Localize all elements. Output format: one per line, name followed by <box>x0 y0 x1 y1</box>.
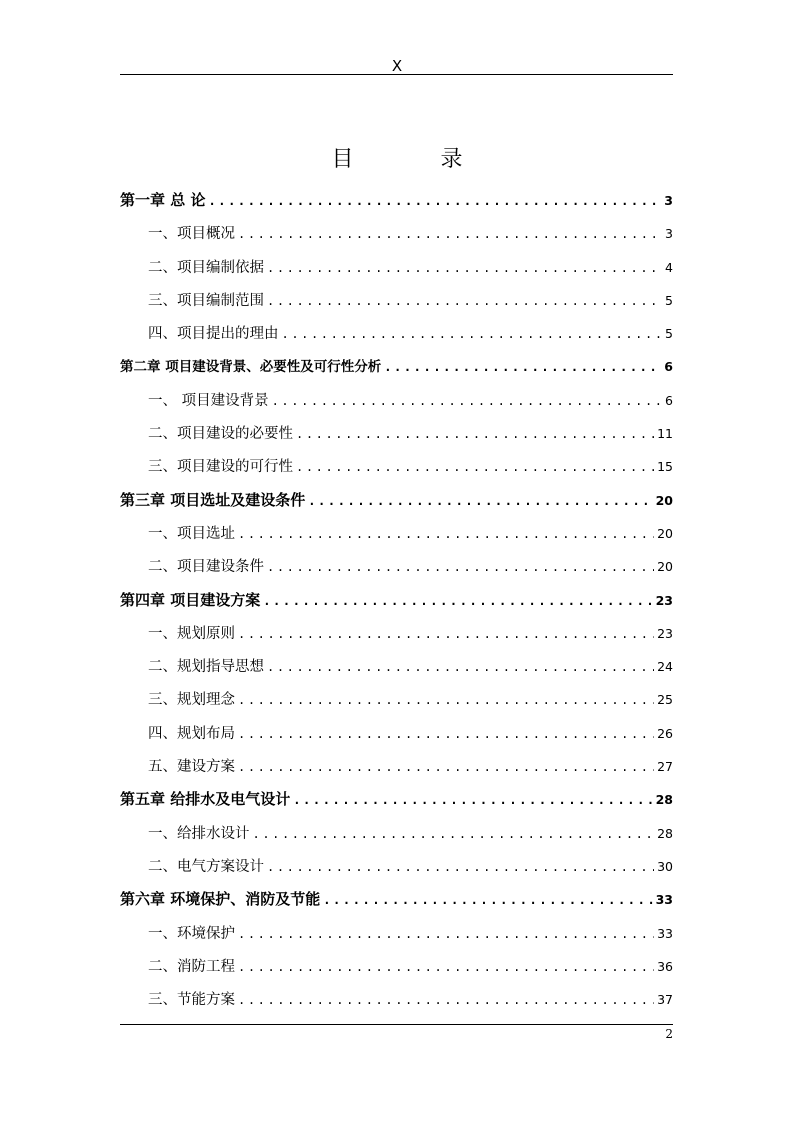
toc-leader-dots <box>267 252 662 285</box>
toc-entry-page: 3 <box>665 226 673 242</box>
toc-leader-dots <box>323 884 652 917</box>
toc-entry-label: 五、建设方案 <box>148 759 235 776</box>
toc-entry-section[interactable] <box>120 917 673 950</box>
toc-leader-dots <box>238 218 662 251</box>
toc-entry-page: 23 <box>655 592 673 608</box>
toc-entry-section[interactable] <box>120 717 673 750</box>
toc-entry-section[interactable] <box>120 550 673 583</box>
toc-entry-chapter[interactable] <box>120 350 673 383</box>
toc-leader-dots <box>238 751 654 784</box>
toc-entry-label: 一、环境保护 <box>148 925 235 942</box>
toc-entry-section[interactable] <box>120 251 673 284</box>
toc-entry-page: 36 <box>657 958 673 974</box>
toc-entry-page: 20 <box>657 559 673 575</box>
toc-leader-dots <box>263 585 652 618</box>
toc-entry-page: 28 <box>655 792 673 808</box>
toc-entry-label: 二、项目建设的必要性 <box>148 426 293 443</box>
toc-leader-dots <box>308 485 652 518</box>
toc-entry-page: 4 <box>665 259 673 275</box>
toc-leader-dots <box>238 984 654 1017</box>
toc-entry-label: 二、项目编制依据 <box>148 259 264 276</box>
toc-leader-dots <box>267 285 662 318</box>
toc-entry-section[interactable] <box>120 450 673 483</box>
toc-entry-section[interactable] <box>120 284 673 317</box>
toc-entry-chapter[interactable] <box>120 484 673 517</box>
toc-leader-dots <box>267 651 654 684</box>
page-header: X <box>391 57 403 75</box>
toc-entry-page: 37 <box>657 992 673 1008</box>
toc-entry-page: 24 <box>657 659 673 675</box>
toc-leader-dots <box>238 618 654 651</box>
toc-entry-page: 5 <box>665 326 673 342</box>
toc-entry-page: 20 <box>655 492 673 508</box>
toc-leader-dots <box>238 951 654 984</box>
toc-entry-label: 二、项目建设条件 <box>148 559 264 576</box>
toc-entry-label: 一、项目概况 <box>148 226 235 243</box>
toc-entry-label: 一、给排水设计 <box>148 825 250 842</box>
toc-entry-section[interactable] <box>120 750 673 783</box>
toc-entry-section[interactable] <box>120 850 673 883</box>
toc-entry-label: 三、项目编制范围 <box>148 292 264 309</box>
toc-entry-page: 23 <box>657 625 673 641</box>
toc-leader-dots <box>272 385 662 418</box>
toc-entry-page: 20 <box>657 525 673 541</box>
toc-entry-chapter[interactable] <box>120 184 673 217</box>
toc-entry-section[interactable] <box>120 817 673 850</box>
toc-entry-page: 26 <box>657 725 673 741</box>
toc-entry-label: 第三章 项目选址及建设条件 <box>120 490 306 509</box>
toc-entry-label: 第五章 给排水及电气设计 <box>120 790 291 809</box>
toc-entry-section[interactable] <box>120 683 673 716</box>
toc-entry-section[interactable] <box>120 517 673 550</box>
toc-entry-section[interactable] <box>120 417 673 450</box>
toc-entry-label: 二、消防工程 <box>148 958 235 975</box>
toc-entry-page: 27 <box>657 759 673 775</box>
toc-entry-page: 11 <box>657 426 673 442</box>
toc-entry-section[interactable] <box>120 317 673 350</box>
toc-leader-dots <box>208 185 661 218</box>
toc-entry-label: 四、项目提出的理由 <box>148 326 279 343</box>
toc-entry-section[interactable] <box>120 650 673 683</box>
toc-leader-dots <box>238 518 654 551</box>
toc-leader-dots <box>282 318 663 351</box>
table-of-contents <box>120 184 673 1016</box>
toc-entry-page: 25 <box>657 692 673 708</box>
toc-entry-chapter[interactable] <box>120 783 673 816</box>
toc-entry-page: 3 <box>664 193 673 208</box>
toc-entry-page: 6 <box>665 392 673 408</box>
toc-entry-label: 二、电气方案设计 <box>148 858 264 875</box>
toc-entry-section[interactable] <box>120 617 673 650</box>
footer-rule <box>120 1024 673 1025</box>
toc-entry-section[interactable] <box>120 950 673 983</box>
toc-entry-label: 三、项目建设的可行性 <box>148 459 293 476</box>
toc-entry-page: 33 <box>655 892 673 908</box>
toc-entry-chapter[interactable] <box>120 584 673 617</box>
toc-entry-label: 第一章 总 论 <box>120 191 206 209</box>
toc-entry-section[interactable] <box>120 217 673 250</box>
toc-leader-dots <box>238 918 654 951</box>
toc-entry-label: 第六章 环境保护、消防及节能 <box>120 890 321 909</box>
toc-leader-dots <box>296 451 654 484</box>
toc-title: 目 录 <box>331 147 503 172</box>
toc-entry-label: 二、规划指导思想 <box>148 659 264 676</box>
toc-entry-section[interactable] <box>120 983 673 1016</box>
toc-leader-dots <box>293 784 652 817</box>
toc-entry-label: 一、项目选址 <box>148 525 235 542</box>
toc-leader-dots <box>238 684 654 717</box>
toc-leader-dots <box>296 418 654 451</box>
toc-leader-dots <box>267 551 654 584</box>
toc-entry-label: 四、规划布局 <box>148 725 235 742</box>
toc-leader-dots <box>267 851 654 884</box>
toc-entry-label: 第二章 项目建设背景、必要性及可行性分析 <box>120 359 382 376</box>
toc-entry-page: 33 <box>657 925 673 941</box>
toc-entry-page: 30 <box>657 858 673 874</box>
header-rule <box>120 74 673 75</box>
toc-leader-dots <box>384 351 661 384</box>
toc-entry-page: 28 <box>657 825 673 841</box>
toc-entry-label: 一、规划原则 <box>148 625 235 642</box>
toc-entry-section[interactable] <box>120 384 673 417</box>
toc-entry-chapter[interactable] <box>120 883 673 916</box>
page-number: 2 <box>665 1027 673 1041</box>
toc-entry-page: 6 <box>664 359 673 375</box>
toc-leader-dots <box>253 818 655 851</box>
toc-entry-page: 5 <box>665 292 673 308</box>
toc-entry-label: 三、节能方案 <box>148 992 235 1009</box>
toc-entry-label: 一、 项目建设背景 <box>148 392 269 409</box>
toc-entry-label: 第四章 项目建设方案 <box>120 590 261 609</box>
toc-entry-label: 三、规划理念 <box>148 692 235 709</box>
toc-entry-page: 15 <box>657 459 673 475</box>
toc-leader-dots <box>238 718 654 751</box>
